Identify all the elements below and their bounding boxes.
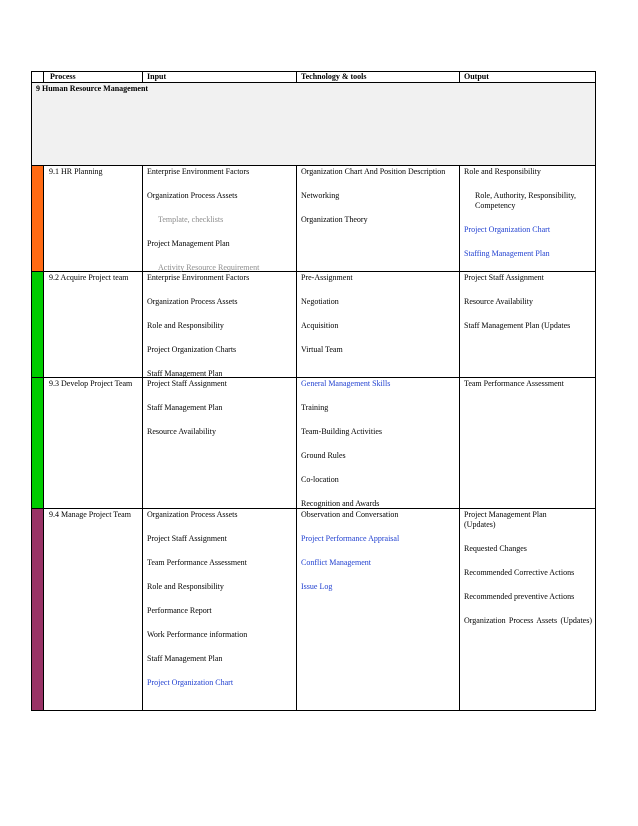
section-row (32, 83, 595, 165)
list-item: Role and Responsibility (147, 582, 224, 591)
list-item: Project Management Plan (147, 239, 230, 248)
list-item: Organization Process Assets (147, 191, 238, 200)
list-item: Staff Management Plan (147, 654, 223, 663)
list-item: Staff Management Plan (147, 403, 223, 412)
list-item: Requested Changes (464, 544, 527, 553)
planning-color-bar (32, 166, 43, 271)
list-item: Enterprise Environment Factors (147, 273, 250, 282)
itto-table (31, 71, 596, 711)
acquire-color-bar (32, 272, 43, 377)
list-item: Observation and Conversation (301, 510, 399, 519)
process-develop-team: 9.3 Develop Project Team (49, 379, 133, 388)
tools-cell (301, 273, 453, 355)
list-item: Performance Report (147, 606, 212, 615)
list-item: Recommended preventive Actions (464, 592, 575, 601)
list-item: Networking (301, 191, 340, 200)
grid-line (142, 72, 143, 710)
process-acquire-team: 9.2 Acquire Project team (49, 273, 129, 282)
list-item: Team Performance Assessment (464, 379, 564, 388)
list-item: Role and Responsibility (464, 167, 541, 176)
list-item: Negotiation (301, 297, 339, 306)
list-item: General Management Skills (301, 379, 391, 388)
list-item: Acquisition (301, 321, 339, 330)
header-output: Output (464, 72, 489, 81)
header-input: Input (147, 72, 167, 81)
output-cell (464, 273, 592, 331)
list-item: Template, checklists (158, 215, 224, 224)
input-cell (147, 510, 247, 688)
grid-line (32, 377, 595, 378)
list-item: Staffing Management Plan (464, 249, 550, 258)
list-item: Organization Chart And Position Description (301, 167, 446, 176)
list-item: Resource Availability (464, 297, 533, 306)
list-item: Organization Process Assets (147, 297, 238, 306)
list-item: Role, Authority, Responsibility, Competency (475, 191, 576, 210)
output-cell (464, 510, 592, 626)
list-item: Organization Theory (301, 215, 368, 224)
list-item: Project Staff Assignment (464, 273, 544, 282)
input-cell (147, 379, 227, 437)
list-item: Co-location (301, 475, 339, 484)
list-item: Team-Building Activities (301, 427, 382, 436)
list-item: Project Performance Appraisal (301, 534, 400, 543)
output-cell (464, 379, 592, 389)
list-item: Role and Responsibility (147, 321, 224, 330)
list-item: Project Management Plan (Updates) (464, 510, 547, 529)
tools-cell (301, 379, 453, 509)
tools-cell (301, 510, 453, 592)
list-item: Virtual Team (301, 345, 343, 354)
list-item: Recommended Corrective Actions (464, 568, 575, 577)
list-item: Work Performance information (147, 630, 248, 639)
output-cell (464, 167, 592, 259)
header-tools: Technology & tools (301, 72, 367, 81)
grid-line (32, 165, 595, 166)
grid-line (459, 72, 460, 710)
input-cell (147, 273, 249, 379)
grid-line (43, 72, 44, 710)
list-item: Staff Management Plan (Updates (464, 321, 571, 330)
list-item: Activity Resource Requirement (158, 263, 260, 272)
list-item: Issue Log (301, 582, 333, 591)
list-item: Team Performance Assessment (147, 558, 247, 567)
list-item: Organization Process Assets (147, 510, 238, 519)
manage-color-bar (32, 509, 43, 710)
list-item: Organization Process Assets (Updates) (464, 616, 592, 625)
input-cell (147, 167, 259, 273)
list-item: Recognition and Awards (301, 499, 380, 508)
list-item: Resource Availability (147, 427, 216, 436)
list-item: Conflict Management (301, 558, 371, 567)
list-item: Staff Management Plan (147, 369, 223, 378)
develop-color-bar (32, 378, 43, 508)
list-item: Project Organization Chart (464, 225, 551, 234)
grid-line (32, 271, 595, 272)
grid-line (296, 72, 297, 710)
list-item: Project Organization Charts (147, 345, 237, 354)
list-item: Enterprise Environment Factors (147, 167, 250, 176)
section-title: 9 Human Resource Management (36, 84, 149, 93)
process-hr-planning: 9.1 HR Planning (49, 167, 103, 176)
list-item: Ground Rules (301, 451, 346, 460)
list-item: Training (301, 403, 329, 412)
header-process: Process (50, 72, 76, 81)
list-item: Project Organization Chart (147, 678, 234, 687)
tools-cell (301, 167, 453, 225)
list-item: Project Staff Assignment (147, 534, 227, 543)
process-manage-team: 9.4 Manage Project Team (49, 510, 131, 519)
list-item: Project Staff Assignment (147, 379, 227, 388)
list-item: Pre-Assignment (301, 273, 353, 282)
